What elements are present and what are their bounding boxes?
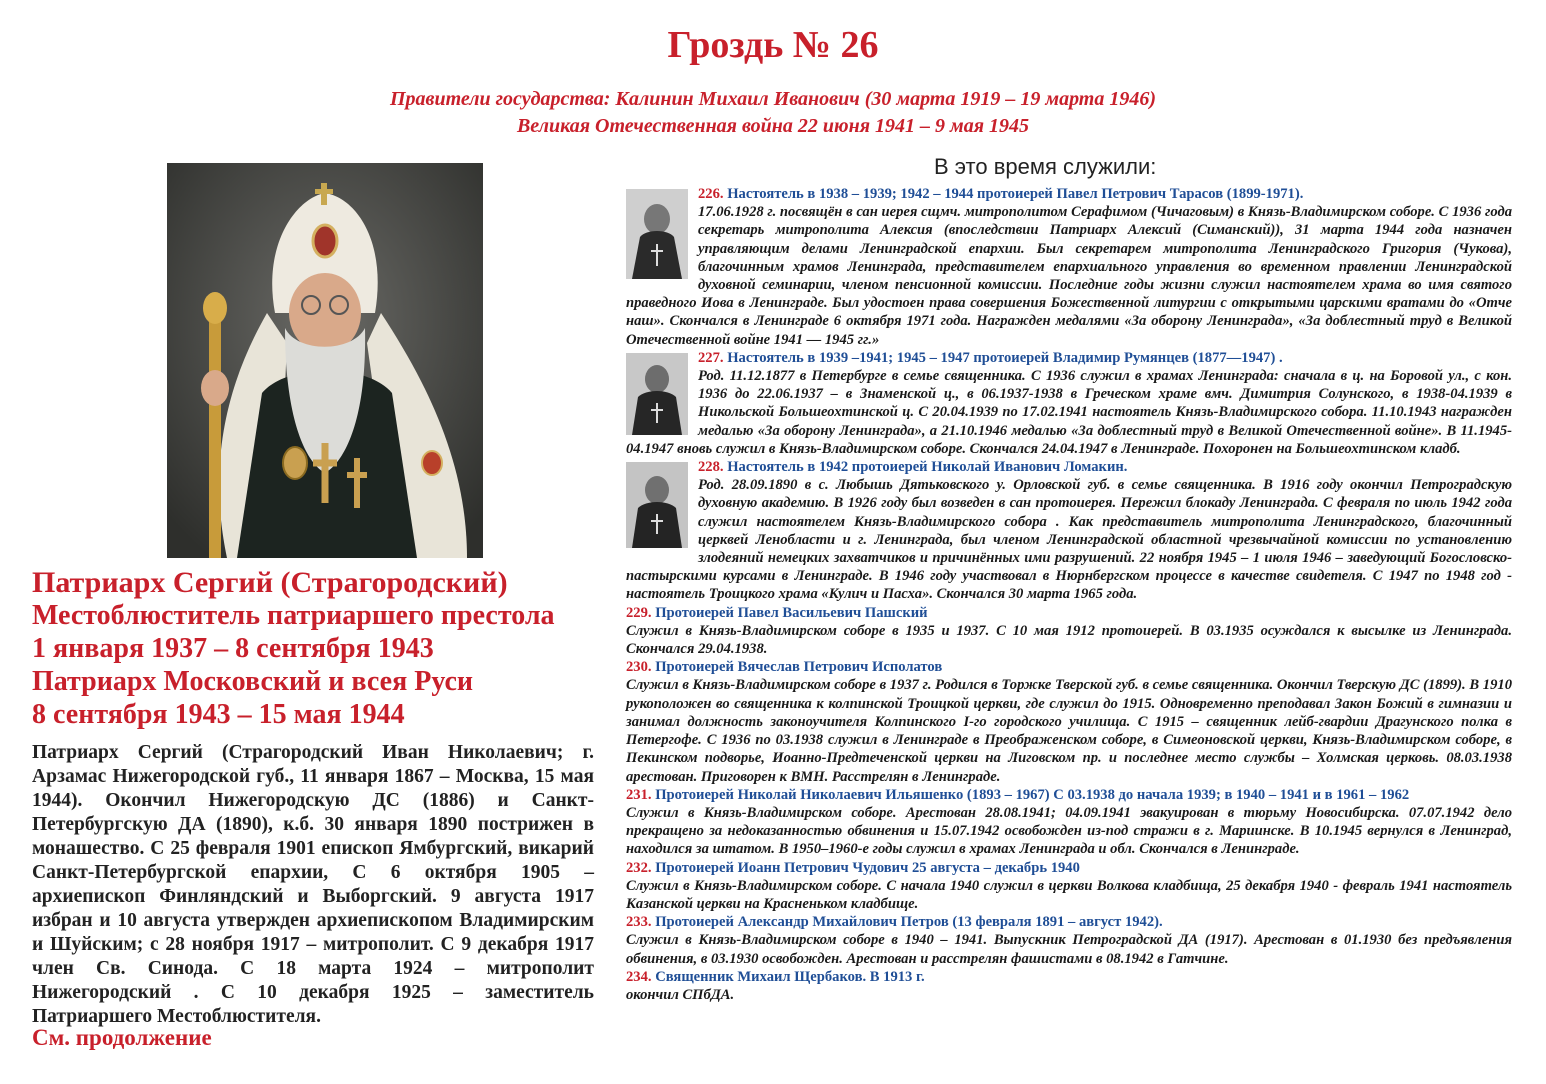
clergy-photo [626, 462, 688, 548]
clergy-entry: 230. Протоиерей Вячеслав Петрович Исполатов Служил в Князь-Владимирском соборе в 1937 г. Родился в Торжке Тверской губ. в семье священника. Окончил Тверскую ДС (1899). В 1910 рукоположен во священника к колпинской Троицкой церкви, где служил до 1915. Одновременно преподавал Закон Божий в гимназии и занимал должность законоучителя Колпинского I-го городского училища. С 1915 – священник лейб-гвардии Драгунского полка в Петергофе. С 1936 по 03.1938 служил в Ленинграде в Преображенском соборе, в Симеоновской церкви, Князь-Владимирском соборе, в Пекинском подворье, Иоанно-Предтеченской церкви на Лиговском пр. и последнее место службы – Холмская церковь. 08.03.1938 арестован. Приговорен к ВМН. Расстрелян в Ленинграде. [626, 659, 1512, 785]
rulers-subtitle: Правители государства: Калинин Михаил Иванович (30 марта 1919 – 19 марта 1946) [389, 88, 1157, 110]
clergy-heading: Настоятель в 1938 – 1939; 1942 – 1944 протоиерей Павел Петрович Тарасов (1899-1971). [727, 186, 1304, 202]
clergy-heading: Настоятель в 1942 протоиерей Николай Иванович Ломакин. [727, 459, 1128, 476]
continuation-link[interactable]: См. продолжение [32, 1025, 212, 1050]
clergy-heading: Священник Михаил Щербаков. В 1913 г. [655, 968, 925, 985]
clergy-entry: 233. Протоиерей Александр Михайлович Петров (13 февраля 1891 – август 1942). Служил в Князь-Владимирском соборе в 1940 – 1941. Выпускник Петроградской ДА (1917). Арестован в 01.1930 без предъявления обвинения, в 03.1930 освобожден. Арестован и расстрелян фашистами в 08.1942 в Гатчине. [626, 914, 1512, 967]
page-title: Гроздь № 26 [667, 24, 879, 66]
clergy-heading: Протоиерей Николай Николаевич Ильяшенко (1893 – 1967) С 03.1938 до начала 1939; в 1940 – 1941 и в 1961 – 1962 [655, 786, 1410, 803]
clergy-text: Род. 28.09.1890 в с. Любышь Дятьковского у. Орловской губ. в семье священника. В 1916 году окончил Петроградскую духовную академию. В 1926 году был возведен в сан протоиерея. Пережил блокаду Ленинграда. С февраля по июль 1942 года служил настоятелем Князь-Владимирского собора . Как представитель митрополита Ленинградского, благочинный церквей Ленобласти и г. Ленинграда, был членом Ленинградской областной чрезвычайной комиссии по установлению злодеяний немецких захватчиков и причинённых ими разрушений. 22 ноября 1945 – 1 июля 1946 – заведующий Богословско-пастырскими курсами в Ленинграде. В 1946 году участвовал в Нюрнбергском процессе в качестве свидетеля. С 1947 по 1948 год - настоятель Троицкого храма «Кулич и Пасха». Скончался 30 марта 1965 года. [626, 477, 1512, 603]
clergy-text: Служил в Князь-Владимирском соборе. Арестован 28.08.1941; 04.09.1941 эвакуирован в тюрьму Новосибирска. 07.07.1942 дело прекращено за недоказанностью обвинения и 15.07.1942 освобожден из-под стражи в г. Мариинске. В 10.1945 вернулся в Ленинград, находился за штатом. В 1950–1960-е годы служил в храмах Ленинграда и обл. Скончался в Ленинграде. [626, 804, 1512, 858]
clergy-entry: 227. Настоятель в 1939 –1941; 1945 – 1947 протоиерей Владимир Румянцев (1877—1947) . Род. 11.12.1877 в Петербурге в семье священника. С 1936 служил в храмах Ленинграда: сначала в ц. на Боровой ул., с кон. 1936 до 22.06.1937 – в Знаменской ц., в 06.1937-1938 в Греческом храме вмч. Димитрия Солунского, в 1938-04.1939 в Никольской Большеохтинской ц. С 20.04.1939 по 17.02.1941 настоятель Князь-Владимирского собора. 11.10.1943 награжден медалью «За оборону Ленинграда», а 21.10.1946 медалью «За доблестный труд в Великой Отечественной войне». В 11.1945-04.1947 вновь служил в Князь-Владимирском соборе. Скончался 24.04.1947 в Ленинграде. Похоронен на Большеохтинском кладб. [626, 349, 1512, 457]
patriarch-dates-2: 8 сентября 1943 – 15 мая 1944 [32, 699, 405, 730]
clergy-text: окончил СПбДА. [626, 986, 735, 1003]
patriarch-name: Патриарх Сергий (Страгородский) [32, 566, 508, 599]
clergy-heading: Протоиерей Павел Васильевич Пашский [655, 604, 928, 621]
patriarch-titles [32, 566, 612, 731]
clergy-entry: 228. Настоятель в 1942 протоиерей Николай Иванович Ломакин. Род. 28.09.1890 в с. Любышь Дятьковского у. Орловской губ. в семье священника. В 1916 году окончил Петроградскую духовную академию. В 1926 году был возведен в сан протоиерея. Пережил блокаду Ленинграда. С февраля по июль 1942 года служил настоятелем Князь-Владимирского собора . Как представитель митрополита Ленинградского, благочинный церквей Ленобласти и г. Ленинграда, был членом Ленинградской областной чрезвычайной комиссии по установлению злодеяний немецких захватчиков и причинённых ими разрушений. 22 ноября 1945 – 1 июля 1946 – заведующий Богословско-пастырскими курсами в Ленинграде. В 1946 году участвовал в Нюрнбергском процессе в качестве свидетеля. С 1947 по 1948 год - настоятель Троицкого храма «Кулич и Пасха». Скончался 30 марта 1965 года. [626, 459, 1512, 603]
clergy-entry: 234. Священник Михаил Щербаков. В 1913 г. окончил СПбДА. [626, 968, 925, 1003]
clergy-entry: 231. Протоиерей Николай Николаевич Ильяшенко (1893 – 1967) С 03.1938 до начала 1939; в 1940 – 1941 и в 1961 – 1962 Служил в Князь-Владимирском соборе. Арестован 28.08.1941; 04.09.1941 эвакуирован в тюрьму Новосибирска. 07.07.1942 дело прекращено за недоказанностью обвинения и 15.07.1942 освобожден из-под стражи в г. Мариинске. В 10.1945 вернулся в Ленинград, находился за штатом. В 1950–1960-е годы служил в храмах Ленинграда и обл. Скончался в Ленинграде. [626, 786, 1512, 858]
clergy-text: Служил в Князь-Владимирском соборе в 1940 – 1941. Выпускник Петроградской ДА (1917). Арестован в 01.1930 без предъявления обвинения, в 03.1930 освобожден. Арестован и расстрелян фашистами в 08.1942 в Гатчине. [626, 932, 1512, 967]
clergy-text: 17.06.1928 г. посвящён в сан иерея сщмч. митрополитом Серафимом (Чичаговым) в Князь-Владимирском соборе. С 1936 года секретарь митрополита Алексия (впоследствии Патриарх Алексий (Симанский)), 31 марта 1944 года назначен управляющим делами Ленинградской епархии. Был секретарем митрополита Ленинградского Григория (Чукова), благочинным храмов Ленинграда, представителем епархиального управления во временном правлении Ленинградской духовной семинарии, членом пенсионной комиссии. Последние годы жизни служил настоятелем храма во имя святого праведного Иова в Ленинграде. Был удостоен права совершения Божественной литургии с открытыми царскими вратами до «Отче наш». Скончался в Ленинграде 6 октября 1971 года. Награжден медалями «За оборону Ленинграда», «За доблестный труд в Великой Отечественной войне 1941 — 1945 гг.» [626, 204, 1512, 348]
clergy-text: Род. 11.12.1877 в Петербурге в семье священника. С 1936 служил в храмах Ленинграда: сначала в ц. на Боровой ул., с кон. 1936 до 22.06.1937 – в Знаменской ц., в 06.1937-1938 в Греческом храме вмч. Димитрия Солунского, в 1938-04.1939 в Никольской Большеохтинской ц. С 20.04.1939 по 17.02.1941 настоятель Князь-Владимирского собора. 11.10.1943 награжден медалью «За оборону Ленинграда», а 21.10.1946 медалью «За доблестный труд в Великой Отечественной войне». В 11.1945-04.1947 вновь служил в Князь-Владимирском соборе. Скончался 24.04.1947 в Ленинграде. Похоронен на Большеохтинском кладб. [626, 368, 1512, 457]
clergy-heading: Протоиерей Вячеслав Петрович Исполатов [655, 659, 943, 676]
patriarch-dates-1: 1 января 1937 – 8 сентября 1943 [32, 633, 434, 664]
patriarch-role-1: Местоблюститель патриаршего престола [32, 600, 555, 631]
patriarch-role-2: Патриарх Московский и всея Руси [32, 666, 474, 697]
clergy-heading: Настоятель в 1939 –1941; 1945 – 1947 протоиерей Владимир Румянцев (1877—1947) . [727, 349, 1283, 366]
clergy-photo [626, 353, 688, 435]
clergy-photo [626, 189, 688, 279]
clergy-entry: 232. Протоиерей Иоанн Петрович Чудович 25 августа – декабрь 1940 Служил в Князь-Владимирском соборе. С начала 1940 служил в церкви Волкова кладбища, 25 декабря 1940 - февраль 1941 настоятель Казанской церкви на Красненьком кладбище. [626, 859, 1512, 912]
clergy-text: Служил в Князь-Владимирском соборе в 1937 г. Родился в Торжке Тверской губ. в семье священника. Окончил Тверскую ДС (1899). В 1910 рукоположен во священника к колпинской Троицкой церкви, где служил до 1915. Одновременно преподавал Закон Божий в гимназии и занимал должность законоучителя Колпинского I-го городского училища. С 1915 – священник лейб-гвардии Драгунского полка в Петергофе. С 1936 по 03.1938 служил в Ленинграде в Преображенском соборе, в Симеоновской церкви, Князь-Владимирском соборе, в Пекинском подворье, Иоанно-Предтеченской церкви на Лиговском пр. и последнее место службы – Холмская церковь. 08.03.1938 арестован. Приговорен к ВМН. Расстрелян в Ленинграде. [626, 677, 1512, 785]
war-subtitle: Великая Отечественная война 22 июня 1941 – 9 мая 1945 [516, 115, 1030, 137]
patriarch-biography: Патриарх Сергий (Страгородский Иван Николаевич; г. Арзамас Нижегородской губ., 11 января 1867 – Москва, 15 мая 1944). Окончил Нижегородскую ДС (1886) и Санкт-Петербургскую ДА (1890), к.б. 30 января 1890 пострижен в монашество. С 25 февраля 1901 епископ Ямбургский, викарий Санкт-Петербургской епархии, С 6 октября 1905 – архиепископ Финляндский и Выборгский. 9 августа 1917 избран и 10 августа утвержден архиепископом Владимирским и Шуйским; с 28 ноября 1917 – митрополит. С 9 декабря 1917 член Св. Синода. С 18 марта 1924 – митрополит Нижегородский . С 10 декабря 1925 – заместитель Патриаршего Местоблюстителя. [32, 742, 594, 1027]
clergy-entry: 229. Протоиерей Павел Васильевич Пашский Служил в Князь-Владимирском соборе в 1935 и 1937. С 10 мая 1912 протоиерей. В 03.1935 осуждался к высылке из Ленинграда. Скончался 29.04.1938. [626, 604, 1512, 658]
clergy-heading: Протоиерей Александр Михайлович Петров (13 февраля 1891 – август 1942). [655, 914, 1163, 931]
clergy-text: Служил в Князь-Владимирском соборе. С начала 1940 служил в церкви Волкова кладбища, 25 декабря 1940 - февраль 1941 настоятель Казанской церкви на Красненьком кладбище. [626, 877, 1512, 912]
served-heading: В это время служили: [934, 154, 1157, 179]
clergy-text: Служил в Князь-Владимирском соборе в 1935 и 1937. С 10 мая 1912 протоиерей. В 03.1935 осуждался к высылке из Ленинграда. Скончался 29.04.1938. [626, 622, 1512, 658]
patriarch-portrait [167, 163, 483, 558]
clergy-list [626, 185, 1512, 1004]
clergy-heading: Протоиерей Иоанн Петрович Чудович 25 августа – декабрь 1940 [655, 859, 1080, 876]
clergy-entry: 226. Настоятель в 1938 – 1939; 1942 – 1944 протоиерей Павел Петрович Тарасов (1899-1971). 17.06.1928 г. посвящён в сан иерея сщмч. митрополитом Серафимом (Чичаговым) в Князь-Владимирском соборе. С 1936 года секретарь митрополита Алексия (впоследствии Патриарх Алексий (Симанский)), 31 марта 1944 года назначен управляющим делами Ленинградской епархии. Был секретарем митрополита Ленинградского Григория (Чукова), благочинным храмов Ленинграда, представителем епархиального управления во временном правлении Ленинградской духовной семинарии, членом пенсионной комиссии. Последние годы жизни служил настоятелем храма во имя святого праведного Иова в Ленинграде. Был удостоен права совершения Божественной литургии с открытыми царскими вратами до «Отче наш». Скончался в Ленинграде 6 октября 1971 года. Награжден медалями «За оборону Ленинграда», «За доблестный труд в Великой Отечественной войне 1941 — 1945 гг.» [626, 186, 1512, 348]
